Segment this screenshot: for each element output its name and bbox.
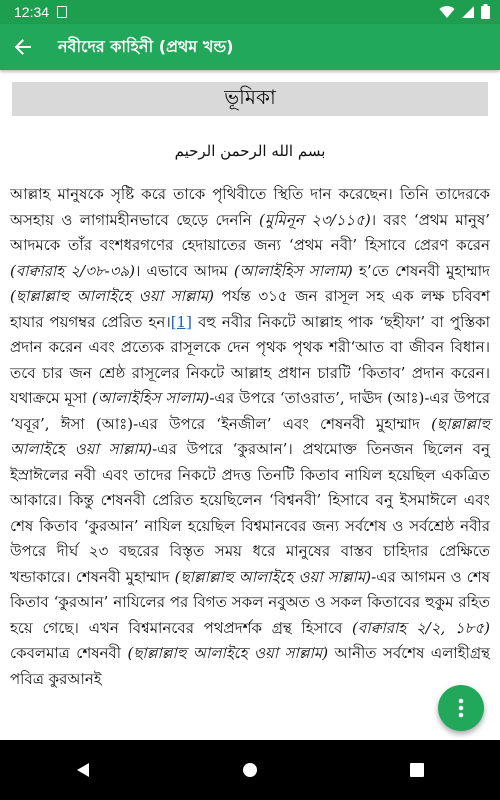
- status-bar: [0, 0, 500, 24]
- paragraph-text: । বরং ‘প্রথম মানুষ’ আদমকে তাঁর বংশধরগণের হেদায়াতের জন্য ‘প্রথম নবী’ হিসাবে প্রেরণ করেন: [10, 210, 490, 254]
- paragraph-text: আনীত সর্বশেষ এলাহীগ্রন্থ পবিত্র কুরআনই: [10, 644, 490, 688]
- app-title: নবীদের কাহিনী (প্রথম খন্ড): [58, 36, 234, 56]
- citation-text: (মুমিনূন ২৩/১১৫): [259, 210, 371, 229]
- status-icons: [439, 4, 490, 19]
- back-button[interactable]: [0, 24, 46, 70]
- paragraph-text: -এর আগমন ও শেষ কিতাব ‘কুরআন’ নাযিলের পর বিগত সকল নবুঅত ও সকল কিতাবের হুকুম রহিত হয়ে গেছে। এখন বিশ্বমানবের পথপ্রদর্শক গ্রন্থ হিসাবে: [10, 567, 490, 637]
- content-area[interactable]: [0, 70, 500, 740]
- citation-text: (আলাইহিস সালাম): [233, 261, 353, 280]
- nav-back-button[interactable]: [63, 750, 103, 790]
- more-options-fab[interactable]: [438, 685, 484, 731]
- triangle-back-icon: [76, 762, 90, 778]
- more-vertical-icon: [458, 698, 464, 718]
- citation-text: (ছাল্লাল্লাহু আলাইহে ওয়া সাল্লাম): [127, 644, 329, 662]
- nav-home-button[interactable]: [230, 750, 270, 790]
- paragraph-text: -এর উপরে ‘তাওরাত’, দাঊদ (আঃ)-এর উপরে ‘যবূর’, ঈসা (আঃ)-এর উপরে ‘ইনজীল’ এবং শেষনবী মুহাম্মাদ: [10, 389, 490, 433]
- circle-home-icon: [242, 762, 258, 778]
- section-heading-label: ভূমিকা: [224, 84, 276, 109]
- section-heading: [12, 82, 488, 116]
- paragraph-text: হ’তে শেষনবী মুহাম্মাদ: [352, 261, 491, 280]
- paragraph-text: বহু নবীর নিকটে আল্লাহ পাক ‘ছহীফা’ বা পুস্তিকা প্রদান করেন এবং প্রত্যেক রাসূলকে দেন পৃথক পৃথক শরী‘আত বা জীবন বিধান। তবে চার জন শ্রেষ্ঠ রাসূলের নিকটে আল্লাহ প্রধান চারটি ‘কিতাব’ প্রদান করেন। যথাক্রমে মূসা: [10, 312, 490, 407]
- citation-text: (বাক্বারাহ ২/২, ১৮৫): [352, 618, 490, 637]
- signal-icon: [461, 5, 475, 19]
- paragraph-text: -এর উপরে ‘কুরআন’। প্রথমোক্ত তিনজন ছিলেন বনু ইস্রাঈলের নবী এবং তাদের নিকটে প্রদত্ত তিনটি কিতাব নাযিল হয়েছিল একত্রিত আকারে। কিন্তু শেষনবী প্রেরিত হয়েছিলেন ‘বিশ্বনবী’ হিসাবে বনু ইসমাঈলে এবং শেষ কিতাব ‘কুরআন’ নাযিল হয়েছিল বিশ্বমানবের জন্য সর্বশেষ ও সর্বশ্রেষ্ঠ নবীর উপরে দীর্ঘ ২৩ বছরের বিস্তৃত সময় ধরে মানুষের বাস্তব চাহিদার প্রেক্ষিতে খন্ডাকারে। শেষনবী মুহাম্মাদ: [10, 440, 490, 586]
- citation-text: (আলাইহিস সালাম): [91, 389, 210, 407]
- citation-text: (ছাল্লাল্লাহু আলাইহে ওয়া সাল্লাম): [10, 287, 215, 305]
- body-paragraph: [10, 182, 490, 692]
- status-time: 12:34: [14, 4, 50, 20]
- nav-recents-button[interactable]: [397, 750, 437, 790]
- citation-text: (ছাল্লাল্লাহু আলাইহে ওয়া সাল্লাম): [174, 567, 372, 586]
- paragraph-text: আল্লাহ মানুষকে সৃষ্টি করে তাকে পৃথিবীতে স্থিতি দান করেছেন। তিনি তাদেরকে অসহায় ও লাগামহীনভাবে ছেড়ে দেননি: [10, 185, 490, 229]
- paragraph-text: পর্যন্ত ৩১৫ জন রাসূল সহ এক লক্ষ চবিবশ হাযার পয়গম্বর প্রেরিত হন।: [10, 287, 490, 331]
- citation-text: (বাক্বারাহ ২/৩৮-৩৯): [10, 261, 136, 280]
- square-recents-icon: [410, 763, 424, 777]
- arrow-left-icon: [14, 38, 32, 56]
- citation-text: (ছাল্লাল্লাহু আলাইহে ওয়া সাল্লাম): [10, 414, 490, 458]
- battery-icon: [481, 4, 490, 19]
- bismillah-text: بسم الله الرحمن الرحيم: [174, 142, 326, 160]
- app-bar: [0, 24, 500, 70]
- sd-card-icon: [57, 6, 67, 18]
- wifi-icon: [439, 5, 455, 19]
- footnote-link[interactable]: [1]: [170, 312, 192, 331]
- paragraph-text: । এভাবে আদম: [135, 261, 234, 280]
- paragraph-text: কেবলমাত্র শেষনবী: [10, 644, 128, 662]
- system-nav-bar: [0, 740, 500, 800]
